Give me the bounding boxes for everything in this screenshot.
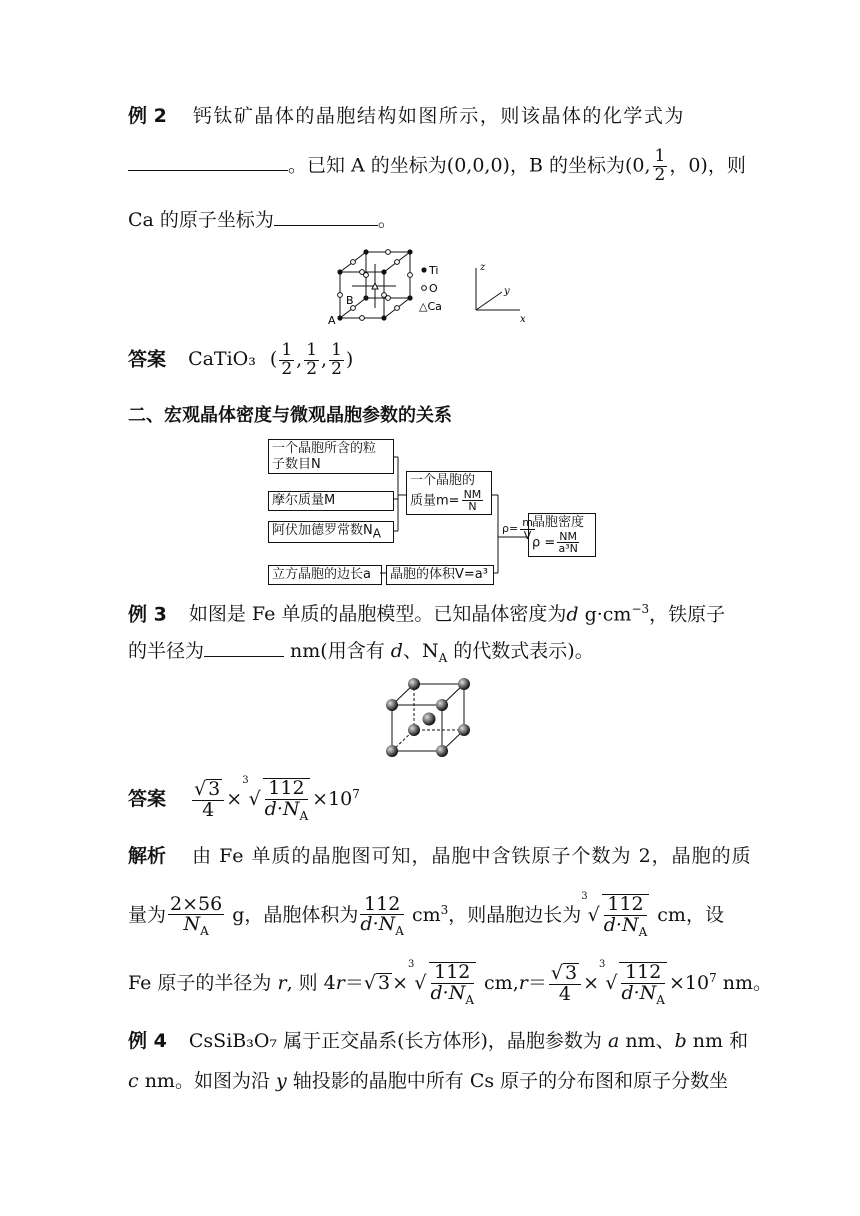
answer-blank-coord [274, 211, 378, 226]
svg-text:x: x [520, 314, 526, 325]
ex4-line1: 例 4 CsSiB₃O₇ 属于正交晶系(长方体形)，晶胞参数为 a nm、b nm 和 [128, 1030, 749, 1052]
svg-text:A: A [328, 314, 336, 326]
svg-text:z: z [480, 262, 486, 273]
ex3-answer: 答案 $\frac{√ 3}{4}$ ×$^3$√ $\frac{112}{d\cdot N_A}$ $\times 10^7$ [128, 775, 360, 823]
ex2-line2: 。已知 A 的坐标为(0,0,0)，B 的坐标为(0, $\frac{1}{2}$ ，0)，则 [128, 148, 746, 188]
box-particle-count: 一个晶胞所含的粒 子数目N [268, 439, 394, 474]
analysis-line2: 量为 $\frac{2\times 56}{N_A}$ g，晶胞体积为 $\frac{112}{d\cdot N_A}$ $cm^3$，则晶胞边长为$^3$√ $\frac{112}{d\cdot N_A}$ cm，设 [128, 891, 724, 939]
answer-blank-radius [204, 642, 284, 657]
bcc-cell-figure [384, 675, 476, 761]
fraction-half: $\frac{1}{2}$ [654, 146, 666, 185]
box-avogadro: 阿伏加德罗常数$N_A$ [268, 521, 394, 543]
perovskite-cell-figure [326, 246, 536, 326]
body-center-atom [423, 713, 436, 726]
ex2-label: 例 2 [128, 105, 167, 127]
box-cell-volume: 晶胞的体积V=a³ [386, 565, 494, 585]
ex3-line1: 例 3 如图是 Fe 单质的晶胞模型。已知晶体密度为d $g\cdot cm^{-3}$，铁原子 [128, 602, 726, 626]
box-density: 晶胞密度 ρ = $\frac{NM}{\text{a³N}}$ [528, 513, 596, 557]
answer-blank-formula [128, 156, 288, 171]
box-cell-mass: 一个晶胞的 质量m= $\frac{NM}{N}$ [406, 471, 492, 515]
section-heading: 二、宏观晶体密度与微观晶胞参数的关系 [128, 405, 452, 426]
ex2-line3: Ca 的原子坐标为 。 [128, 209, 397, 231]
svg-text:y: y [504, 286, 510, 297]
ex4-line2: c nm。如图为沿 y 轴投影的晶胞中所有 Cs 原子的分布图和原子分数坐 [128, 1070, 729, 1092]
ex2-line1: 例 2 钙钛矿晶体的晶胞结构如图所示，则该晶体的化学式为 [128, 105, 685, 127]
svg-text:Ti: Ti [429, 264, 439, 277]
ex3-line2: 的半径为 nm(用含有 d、$N_A$ 的代数式表示)。 [128, 640, 594, 665]
box-edge-length: 立方晶胞的边长a [268, 565, 382, 585]
density-flow-diagram [266, 437, 596, 585]
analysis-line3: Fe 原子的半径为 r, 则 4r＝√ 3 ×$^3$√ $\frac{112}{d\cdot N_A}$ cm,r＝ $\frac{√ 3}{4}$ ×$^3$√ $\frac{112}{d\cdot N_A}$ $\times 10^7$ nm。 [128, 959, 773, 1007]
analysis-line1: 解析 由 Fe 单质的晶胞图可知，晶胞中含铁原子个数为 2，晶胞的质 [128, 845, 752, 867]
atom-ti [337, 315, 342, 320]
svg-text:B: B [346, 294, 354, 307]
rho-relation: ρ= $\frac{m}{V}$ [502, 516, 533, 542]
flow-connectors [266, 437, 596, 585]
box-molar-mass: 摩尔质量M [268, 491, 394, 511]
svg-text:△Ca: △Ca [419, 300, 442, 313]
svg-text:O: O [429, 282, 438, 295]
ex2-answer: 答案 CaTiO₃ ( $\frac{1}{2}$ , $\frac{1}{2}$ , $\frac{1}{2}$ ) [128, 340, 354, 379]
